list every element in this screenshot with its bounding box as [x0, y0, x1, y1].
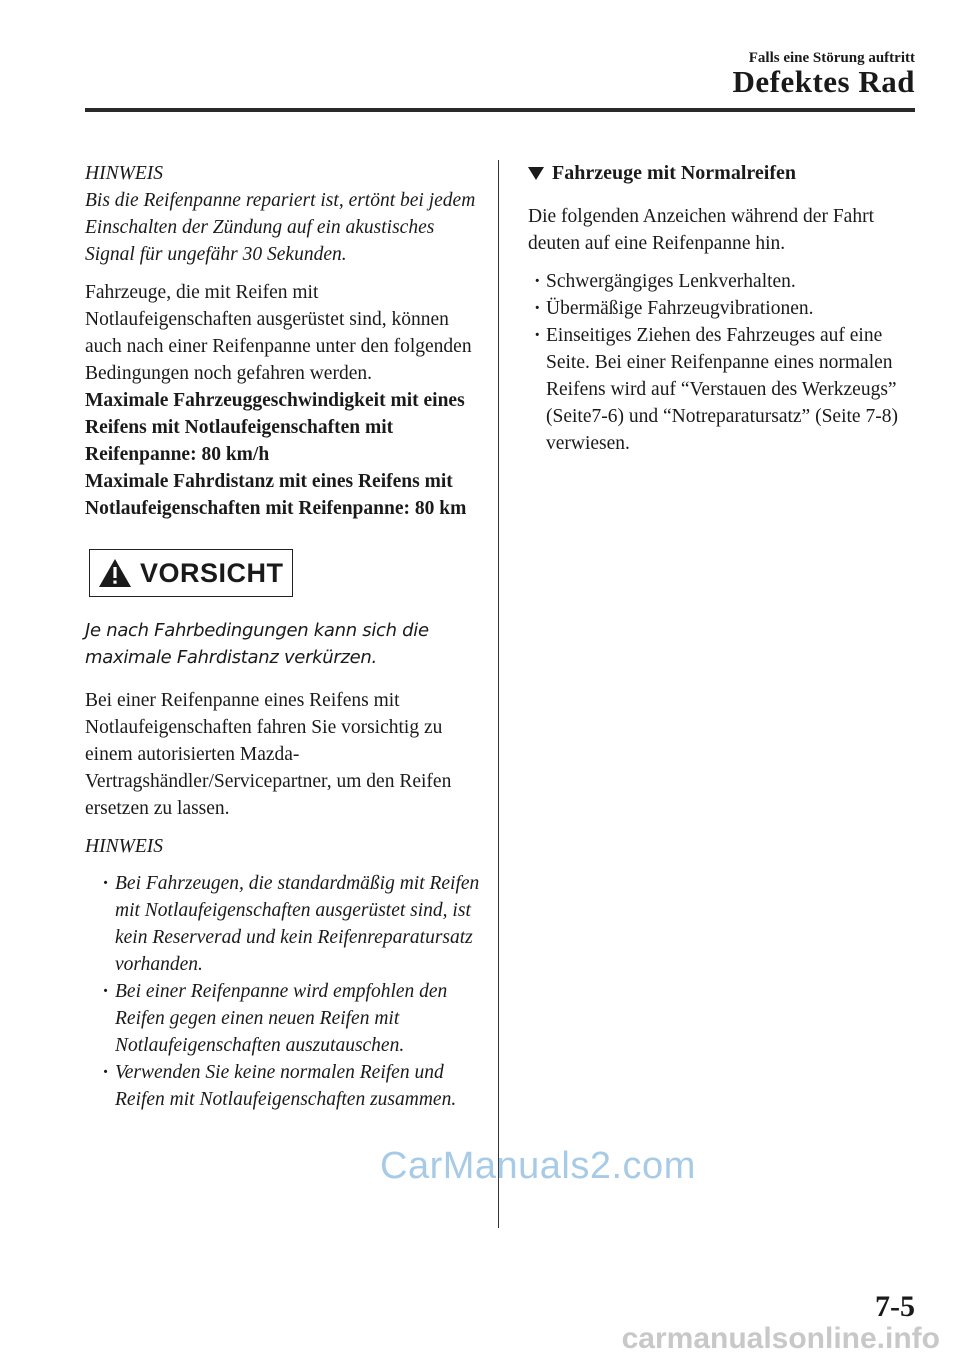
note-2-title: HINWEIS — [85, 836, 163, 857]
note-1 — [85, 160, 481, 268]
warning-triangle-icon — [98, 558, 132, 588]
list-item: · Bei einer Reifenpanne wird empfohlen den Reifen gegen einen neuen Reifen mit Notlaufeigenschaften auszutauschen. — [103, 978, 481, 1059]
intro-text: Die folgenden Anzeichen während der Fahrt deuten auf eine Reifenpanne hin. — [528, 206, 874, 254]
section-title: Defektes Rad — [732, 64, 915, 99]
triangle-down-icon — [528, 167, 544, 180]
right-column — [528, 160, 918, 457]
list-item: · Übermäßige Fahrzeugvibrationen. — [534, 295, 918, 322]
note-2 — [85, 833, 481, 1113]
paragraph-2: Bei einer Reifenpanne eines Reifens mit Notlaufeigenschaften fahren Sie vorsichtig zu einem autorisierten Mazda-Vertragshändler/Servicepartner, um den Reifen ersetzen zu lassen. — [85, 690, 452, 819]
note-2-list — [103, 870, 481, 1113]
chapter-title: Falls eine Störung auftritt — [748, 50, 915, 66]
max-speed-text: Maximale Fahrzeuggeschwindigkeit mit eines Reifens mit Notlaufeigenschaften mit Reifenpanne: 80 km/h — [85, 390, 465, 465]
list-item: · Schwergängiges Lenkverhalten. — [534, 268, 918, 295]
caution-text: Je nach Fahrbedingungen kann sich die maximale Fahrdistanz verkürzen. — [85, 620, 429, 668]
caution-box — [89, 549, 293, 597]
list-item: · Verwenden Sie keine normalen Reifen und Reifen mit Notlaufeigenschaften zusammen. — [103, 1059, 481, 1113]
list-item: · Einseitiges Ziehen des Fahrzeuges auf eine Seite. Bei einer Reifenpanne eines normalen Reifens wird auf “Verstauen des Werkzeugs” (Seite7-6) und “Notreparatursatz” (Seite 7-8) verwiesen. — [534, 322, 918, 457]
paragraph-1-text: Fahrzeuge, die mit Reifen mit Notlaufeigenschaften ausgerüstet sind, können auch nach einer Reifenpanne unter den folgenden Bedingungen noch gefahren werden. — [85, 282, 472, 384]
left-column — [85, 160, 481, 1113]
symptoms-list — [534, 268, 918, 457]
normal-tires-heading-text: Fahrzeuge mit Normalreifen — [552, 162, 796, 184]
watermark: CarManuals2.com — [380, 1145, 696, 1187]
page-number: 7-5 — [875, 1290, 915, 1323]
paragraph-1 — [85, 279, 481, 522]
caution-label: VORSICHT — [140, 557, 284, 588]
note-1-text: Bis die Reifenpanne repariert ist, ertönt bei jedem Einschalten der Zündung auf ein akustisches Signal für ungefähr 30 Sekunden. — [85, 190, 476, 265]
max-distance-text: Maximale Fahrdistanz mit eines Reifens mit Notlaufeigenschaften mit Reifenpanne: 80 km — [85, 471, 467, 519]
normal-tires-heading — [528, 160, 918, 187]
note-1-title: HINWEIS — [85, 163, 163, 184]
list-item: · Bei Fahrzeugen, die standardmäßig mit Reifen mit Notlaufeigenschaften ausgerüstet sind, ist kein Reserverad und kein Reifenreparatursatz vorhanden. — [103, 870, 481, 978]
footer-watermark: carmanualsonline.info — [621, 1322, 940, 1355]
column-divider — [498, 160, 499, 1228]
header-rule — [85, 108, 915, 112]
